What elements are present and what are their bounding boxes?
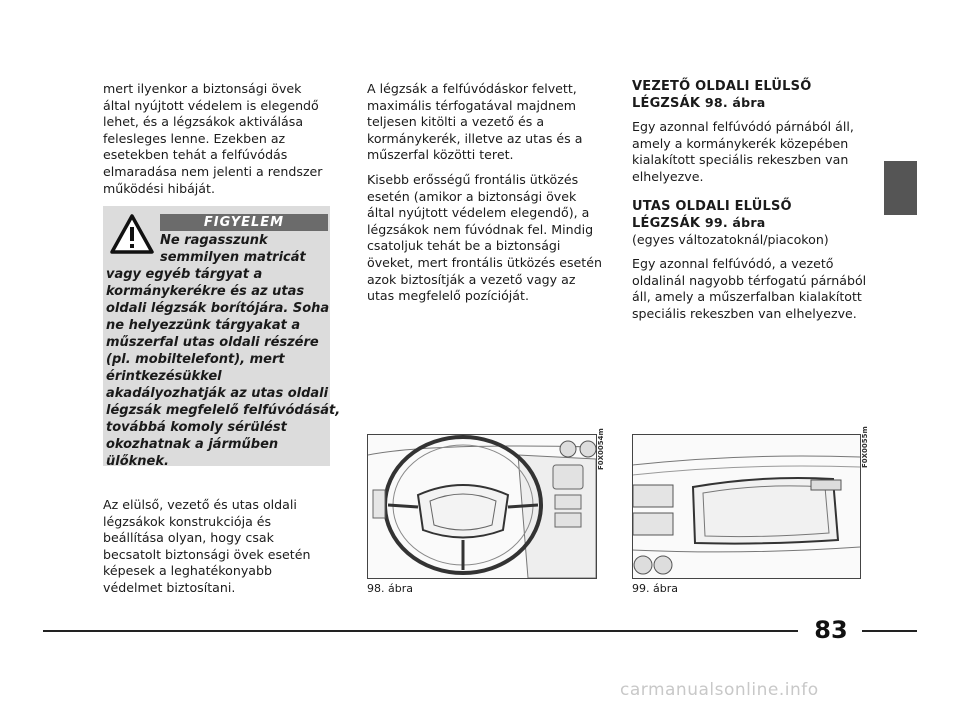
dashboard-illustration bbox=[633, 435, 860, 578]
warning-line: okozhatnak a járműben bbox=[106, 437, 279, 452]
col1-bottom-paragraph: Az elülső, vezető és utas oldali légzsákok konstrukciója és beállítása olyan, hogy csak becsatolt biztonsági övek esetén képesek a leghatékonyabb védelmet biztosítani. bbox=[103, 497, 311, 595]
footer-rule-right bbox=[862, 630, 917, 632]
heading-2-line-2: LÉGZSÁK bbox=[632, 216, 701, 232]
col2-paragraph-1: A légzsák a felfúvódáskor felvett, maximális térfogatával majdnem teljesen kitölti a vezető és a kormánykerék, illetve az utas és a műszerfal közötti teret. bbox=[367, 81, 583, 163]
col2-paragraph-2: Kisebb erősségű frontális ütközés esetén (amikor a biztonsági övek által nyújtott védelem elegendő), a légzsákok nem fúvódnak fel. Mindig csatoljuk tehát be a biztonsági öveket, mert frontális ütközés esetén azok biztosítják a vezető vagy az utas megfelelő pozícióját. bbox=[367, 171, 602, 304]
warning-line: semmilyen matricát bbox=[160, 250, 306, 265]
column-1-top bbox=[103, 81, 331, 197]
warning-line: ülőknek. bbox=[106, 454, 169, 469]
warning-label: FIGYELEM bbox=[160, 214, 328, 231]
heading-passenger-airbag bbox=[632, 199, 872, 232]
heading-2-line-1: UTAS OLDALI ELÜLSŐ bbox=[632, 199, 792, 215]
figure-98-steering-wheel bbox=[367, 434, 597, 579]
heading-driver-airbag bbox=[632, 79, 872, 112]
warning-line: akadályozhatják az utas oldali bbox=[106, 386, 329, 401]
warning-line: továbbá komoly sérülést bbox=[106, 420, 287, 435]
steering-wheel-illustration bbox=[368, 435, 596, 578]
heading-2-figure-ref: 99. ábra bbox=[704, 215, 766, 231]
col1-top-paragraph: mert ilyenkor a biztonsági övek által nyújtott védelem is elegendő lehet, és a légzsákok aktiválása felesleges lenne. Ezekben az esetekben tehát a felfúvódás elmaradása nem jelenti a rendszer működési hibáját. bbox=[103, 81, 323, 196]
column-2 bbox=[367, 81, 602, 305]
warning-line: oldali légzsák borítójára. Soha bbox=[106, 301, 330, 316]
warning-line: ne helyezzünk tárgyakat a bbox=[106, 318, 301, 333]
footer-rule-left bbox=[43, 630, 798, 632]
warning-line: (pl. mobiltelefont), mert bbox=[106, 352, 285, 367]
figure-99-code: F0X0055m bbox=[861, 426, 869, 468]
section-tab bbox=[884, 161, 917, 215]
figure-99-caption: 99. ábra bbox=[632, 582, 678, 595]
col3-paragraph-2: Egy azonnal felfúvódó, a vezető oldalinál nagyobb térfogatú párnából áll, amely a műszerfalban kialakított speciális rekeszben van elhelyezve. bbox=[632, 255, 867, 321]
warning-text bbox=[103, 232, 341, 470]
warning-line: kormánykerékre és az utas bbox=[106, 284, 305, 299]
warning-line: érintkezésükkel bbox=[106, 369, 222, 384]
page-number: 83 bbox=[814, 616, 848, 644]
watermark: carmanualsonline.info bbox=[620, 680, 819, 700]
heading-1-line-2: LÉGZSÁK bbox=[632, 96, 701, 111]
heading-1-line-1: VEZETŐ OLDALI ELÜLSŐ bbox=[632, 79, 812, 94]
col3-paragraph-1: Egy azonnal felfúvódó párnából áll, amely a kormánykerék közepében kialakított speciális rekeszben van elhelyezve. bbox=[632, 119, 854, 184]
warning-line: vagy egyéb tárgyat a bbox=[106, 267, 263, 282]
col3-subnote: (egyes változatoknál/piacokon) bbox=[632, 232, 829, 248]
warning-box bbox=[103, 206, 341, 469]
warning-line: műszerfal utas oldali részére bbox=[106, 335, 319, 350]
warning-line: Ne ragasszunk bbox=[160, 233, 268, 248]
column-1-bottom bbox=[103, 497, 331, 597]
heading-1-figure-ref: 98. ábra bbox=[704, 95, 766, 110]
figure-98-caption: 98. ábra bbox=[367, 582, 413, 595]
figure-99-dashboard bbox=[632, 434, 861, 579]
warning-line: légzsák megfelelő felfúvódását, bbox=[106, 403, 341, 418]
column-3 bbox=[632, 79, 872, 322]
figure-98-code: F0X0054m bbox=[597, 428, 605, 470]
